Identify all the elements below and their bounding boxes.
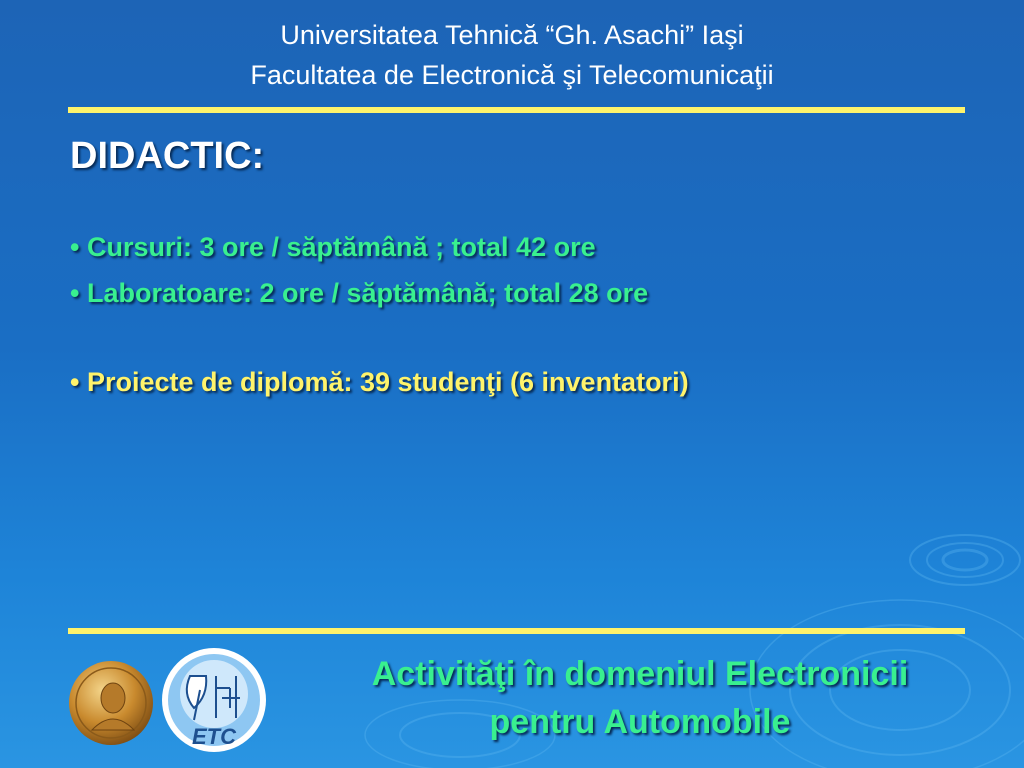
top-divider xyxy=(68,107,965,113)
faculty-name: Facultatea de Electronică şi Telecomunicaţii xyxy=(250,60,774,90)
bullet-labs: • Laboratoare: 2 ore / săptămână; total 28 ore xyxy=(70,278,649,308)
section-title: DIDACTIC: xyxy=(70,135,265,177)
footer-title-line2: pentru Automobile xyxy=(489,703,791,741)
bottom-divider xyxy=(68,628,965,634)
bullet-courses: • Cursuri: 3 ore / săptămână ; total 42 ore xyxy=(70,232,596,262)
etc-logo-text: ETC xyxy=(192,724,236,749)
bullet-diploma-projects: • Proiecte de diplomă: 39 studenţi (6 inventatori) xyxy=(70,367,689,397)
university-name: Universitatea Tehnică “Gh. Asachi” Iaşi xyxy=(280,20,744,50)
etc-faculty-logo-icon xyxy=(160,646,268,754)
medal-logo-icon xyxy=(68,660,154,746)
footer-title-line1: Activităţi în domeniul Electronicii xyxy=(371,655,909,693)
